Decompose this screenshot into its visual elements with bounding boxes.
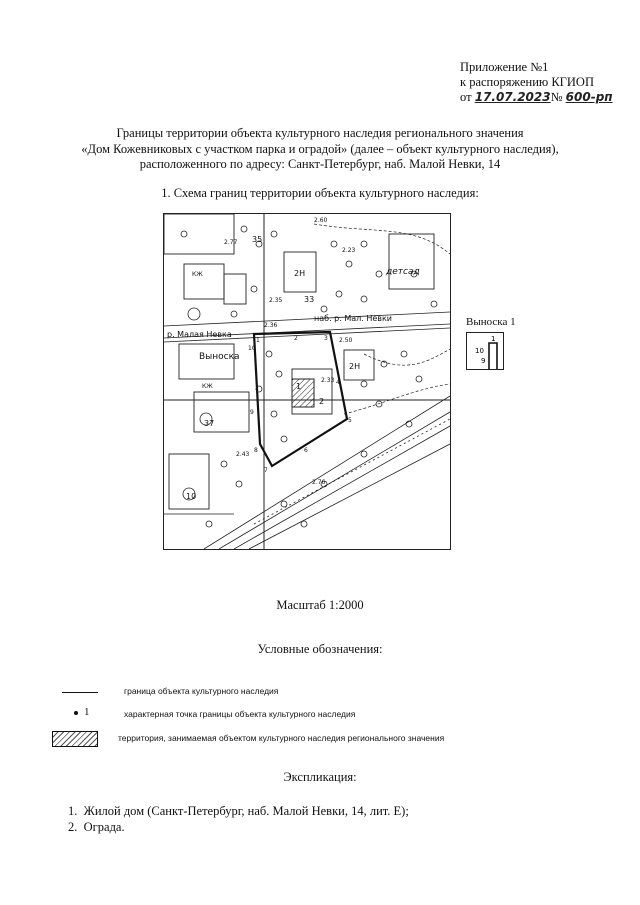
map-scale: Масштаб 1:2000	[276, 598, 364, 612]
explication-item	[68, 819, 409, 835]
explication-item-number: 1.	[68, 804, 78, 818]
map-drawing	[164, 214, 450, 549]
title-line3: расположенного по адресу: Санкт-Петербург, наб. Малой Невки, 14	[139, 157, 501, 171]
legend-hatch-swatch	[52, 731, 98, 747]
map-callout-label: Выноска	[199, 352, 240, 362]
explication-item-number: 2.	[68, 820, 78, 834]
legend-item-2-text: характерная точка границы объекта культурного наследия	[124, 709, 356, 719]
section-heading: 1. Схема границ территории объекта культурного наследия:	[161, 186, 479, 200]
map-point-8: 8	[254, 447, 258, 454]
map-height-4: 2.35	[269, 297, 283, 304]
explication-item	[68, 803, 409, 819]
number-sign: №	[550, 90, 563, 104]
legend-title: Условные обозначения:	[257, 642, 383, 656]
map-height-8: 2.43	[236, 451, 250, 458]
map-height-5: 2.36	[264, 322, 278, 329]
handwritten-number: 600-рп	[565, 90, 613, 104]
map-point-5: 5	[348, 417, 352, 424]
map-point-2: 2	[294, 335, 298, 342]
callout-drawing	[467, 333, 503, 369]
callout-number-10: 10	[475, 347, 484, 355]
legend-boundary-line	[62, 692, 98, 693]
callout-box	[466, 332, 504, 370]
document-title	[60, 126, 580, 173]
title-line2: «Дом Кожевниковых с участком парка и оградой» (далее – объект культурного наследия),	[81, 141, 559, 156]
map-building-label-1: 2Н	[294, 269, 306, 278]
map-point-9: 9	[250, 409, 254, 416]
map-height-1: 2.60	[314, 217, 328, 224]
map-point-7: 7	[264, 467, 268, 474]
map-house-number-4: 10	[186, 492, 197, 501]
appendix-date-line	[460, 90, 613, 105]
map-house-number-5: 1	[296, 382, 302, 391]
map-height-6: 2.50	[339, 337, 353, 344]
map-point-3: 3	[324, 335, 328, 342]
explication-item-text: Жилой дом (Санкт-Петербург, наб. Малой Невки, 14, лит. Е);	[83, 804, 409, 818]
explication-title: Экспликация:	[283, 770, 357, 784]
date-prefix: от	[460, 90, 472, 104]
map-height-7: 2.33	[321, 377, 335, 384]
callout-number-9: 9	[481, 357, 486, 365]
callout-label: Выноска 1	[466, 316, 516, 328]
map-street-left: р. Малая Невка	[167, 330, 232, 339]
legend-point-number: 1	[84, 706, 90, 718]
map-street-right: наб. р. Мал. Невки	[314, 314, 393, 323]
explication-list	[68, 803, 409, 835]
map-building-label-2: 2Н	[349, 362, 361, 371]
dotted-line	[254, 419, 450, 524]
appendix-block	[460, 60, 613, 105]
map-height-2: 2.23	[342, 247, 356, 254]
legend-item-1-text: граница объекта культурного наследия	[124, 686, 279, 696]
map-point-4: 4	[336, 379, 340, 386]
boundary-map	[163, 213, 451, 550]
title-line1: Границы территории объекта культурного наследия регионального значения	[116, 126, 524, 140]
explication-item-text: Ограда.	[83, 820, 125, 834]
map-point-10: 10	[248, 345, 256, 352]
map-house-number-1: 35	[252, 235, 263, 244]
map-house-number-2: 33	[304, 295, 315, 304]
map-house-number-6: 2	[319, 397, 325, 406]
map-height-3: 2.77	[224, 239, 238, 246]
map-building-label-3: КЖ	[202, 383, 213, 390]
map-building-label-4: КЖ	[192, 271, 203, 278]
legend-point-marker	[74, 711, 78, 715]
appendix-line1: Приложение №1	[460, 60, 549, 74]
map-point-1: 1	[256, 337, 260, 344]
map-park-label: детсад	[386, 267, 420, 277]
map-house-number-3: 37	[204, 419, 215, 428]
legend-item-3-text: территория, занимаемая объектом культурного наследия регионального значения	[118, 733, 445, 743]
callout-number-1: 1	[491, 335, 496, 343]
map-height-9: 2.76	[312, 479, 326, 486]
handwritten-date: 17.07.2023	[474, 90, 551, 104]
map-point-6: 6	[304, 447, 308, 454]
appendix-line2: к распоряжению КГИОП	[460, 75, 594, 89]
